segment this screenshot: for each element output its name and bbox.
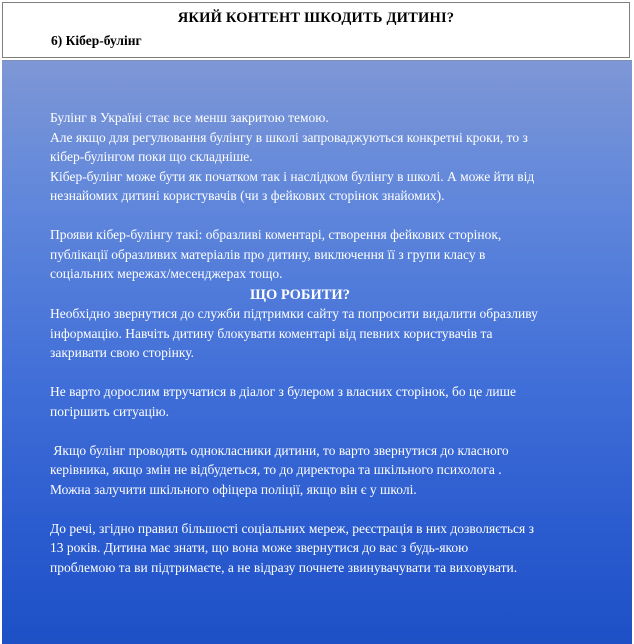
what-to-do-heading: ЩО РОБИТИ? xyxy=(250,286,350,303)
intro-line: незнайомих дитині користувачів (чи з фейкових сторінок знайомих). xyxy=(50,188,445,203)
manifestations-line: публікації образливих матеріалів про дитину, виключення її з групи класу в xyxy=(50,246,486,262)
advice-support-line: закривати свою сторінку. xyxy=(50,345,195,360)
advice-age-line: 13 років. Дитина має знати, що вона може звернутися до вас з будь-якою xyxy=(50,540,469,555)
section-subtitle: 6) Кібер-булінг xyxy=(51,33,142,48)
advice-age-line: До речі, згідно правил більшості соціальних мереж, реєстрація в них дозволяється з xyxy=(50,520,534,536)
advice-support-line: інформацію. Навчіть дитину блокувати коментарі від певних користувачів та xyxy=(50,325,493,341)
header-box xyxy=(2,2,630,58)
advice-no-dialog-line: погіршить ситуацію. xyxy=(50,403,170,419)
paragraph-gap xyxy=(50,206,630,226)
advice-classmates-line: Можна залучити шкільного офіцера поліції, якщо він є у школі. xyxy=(50,481,417,497)
advice-no-dialog-line: Не варто дорослим втручатися в діалог з булером з власних сторінок, бо це лише xyxy=(50,384,516,399)
advice-support-line: Необхідно звернутися до служби підтримки сайту та попросити видалити образливу xyxy=(50,306,538,321)
content-panel xyxy=(2,60,632,644)
intro-line: Булінг в Україні стає все менш закритою темою. xyxy=(50,110,329,125)
paragraph-gap xyxy=(50,499,630,519)
paragraph-gap xyxy=(50,421,630,441)
body-text xyxy=(50,108,630,577)
manifestations-line: Прояви кібер-булінгу такі: образливі коментарі, створення фейкових сторінок, xyxy=(50,227,502,242)
intro-line: Кібер-булінг може бути як початком так і наслідком булінгу в школі. А може йти від xyxy=(50,168,535,184)
advice-classmates-line: Якщо булінг проводять однокласники дитини, то варто звернутися до класного xyxy=(50,442,509,458)
advice-classmates-line: керівника, якщо змін не відбудеться, то до директора та шкільного психолога . xyxy=(50,462,502,477)
manifestations-line: соціальних мережах/месенджерах тощо. xyxy=(50,266,283,281)
intro-line: кібер-булінгом поки що складніше. xyxy=(50,149,253,164)
page-title: ЯКИЙ КОНТЕНТ ШКОДИТЬ ДИТИНІ? xyxy=(177,10,455,26)
advice-age-line: проблемою та ви підтримаєте, а не відразу почнете звинувачувати та виховувати. xyxy=(50,559,518,575)
paragraph-gap xyxy=(50,363,630,383)
intro-line: Але якщо для регулювання булінгу в школі запроваджуються конкретні кроки, то з xyxy=(50,129,528,145)
